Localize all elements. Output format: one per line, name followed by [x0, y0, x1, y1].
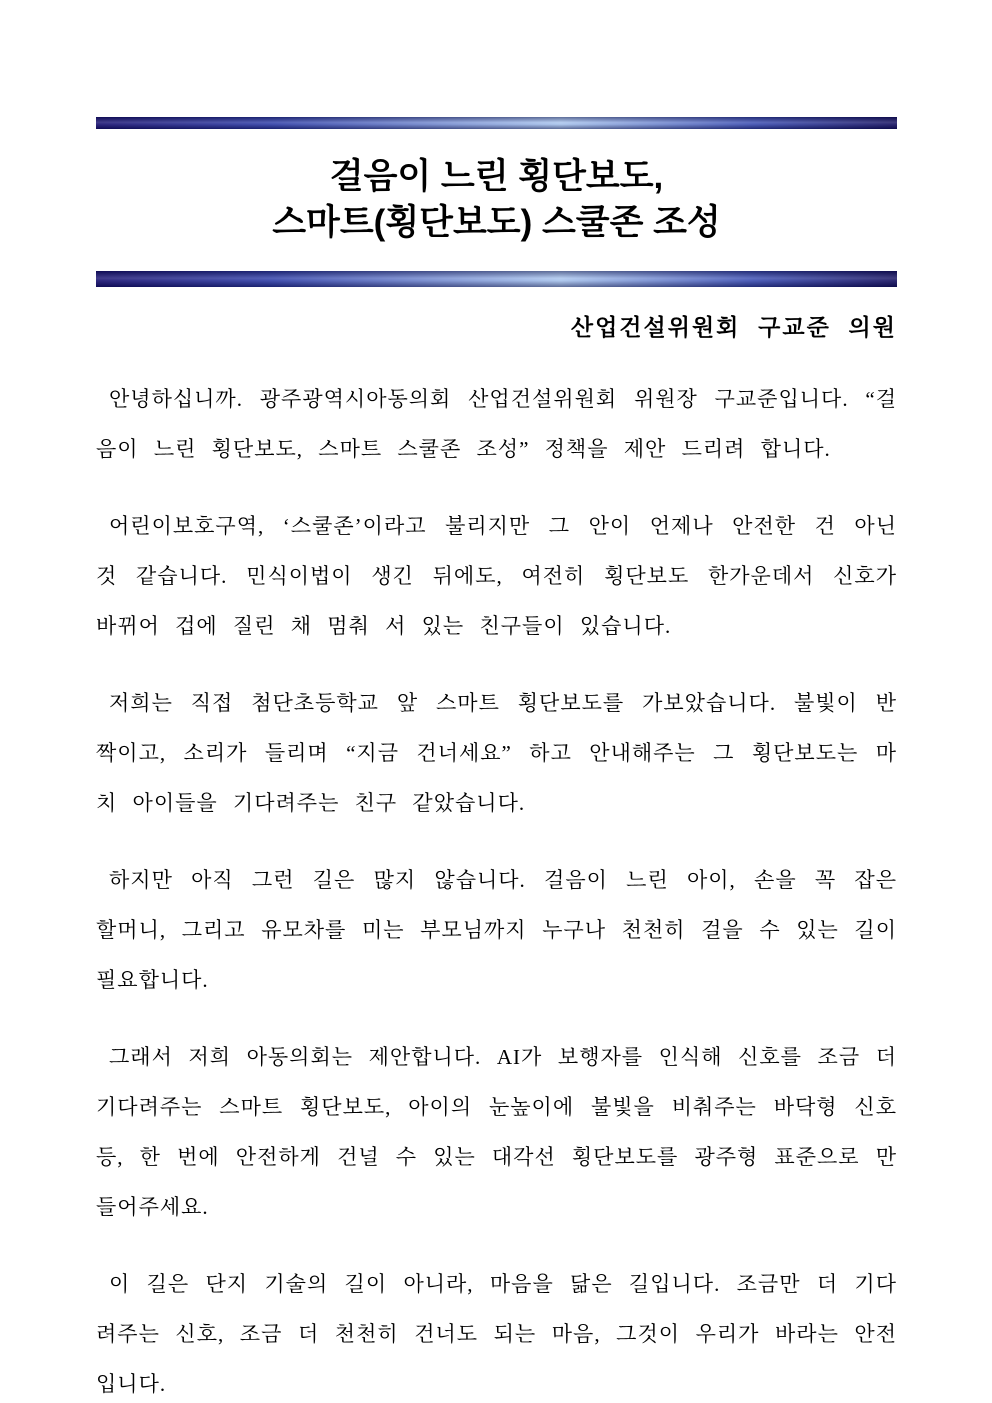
banner-top-bar — [96, 117, 897, 129]
document-content — [96, 0, 897, 1403]
paragraph-problem: 어린이보호구역, ‘스쿨존’이라고 불리지만 그 안이 언제나 안전한 건 아닌 것 같습니다. 민식이법이 생긴 뒤에도, 여전히 횡단보도 한가운데서 신호가 바뀌어 겁에 질린 채 멈춰 서 있는 친구들이 있습니다. — [96, 513, 897, 638]
author-byline: 산업건설위원회 구교준 의원 — [570, 314, 897, 340]
document-title-line2: 스마트(횡단보도) 스쿨존 조성 — [272, 203, 721, 243]
paragraph-visit: 저희는 직접 첨단초등학교 앞 스마트 횡단보도를 가보았습니다. 불빛이 반짝이고, 소리가 들리며 “지금 건너세요” 하고 안내해주는 그 횡단보도는 마치 아이들을 기다려주는 친구 같았습니다. — [96, 690, 897, 815]
paragraph-greeting: 안녕하십니까. 광주광역시아동의회 산업건설위원회 위원장 구교준입니다. “걸음이 느린 횡단보도, 스마트 스쿨존 조성” 정책을 제안 드리려 합니다. — [96, 386, 897, 461]
document-title-line1: 걸음이 느린 횡단보도, — [329, 157, 664, 197]
title-banner — [96, 117, 897, 287]
paragraph-need: 하지만 아직 그런 길은 많지 않습니다. 걸음이 느린 아이, 손을 꼭 잡은 할머니, 그리고 유모차를 미는 부모님까지 누구나 천천히 걸을 수 있는 길이 필요합니다. — [96, 867, 897, 992]
paragraph-proposal: 그래서 저희 아동의회는 제안합니다. AI가 보행자를 인식해 신호를 조금 더 기다려주는 스마트 횡단보도, 아이의 눈높이에 불빛을 비춰주는 바닥형 신호등, 한 번에 안전하게 건널 수 있는 대각선 횡단보도를 광주형 표준으로 만들어주세요. — [96, 1044, 897, 1219]
document-title — [96, 152, 897, 247]
banner-bottom-bar — [96, 271, 897, 287]
paragraph-closing: 이 길은 단지 기술의 길이 아니라, 마음을 닮은 길입니다. 조금만 더 기다려주는 신호, 조금 더 천천히 건너도 되는 마음, 그것이 우리가 바라는 안전입니다. — [96, 1271, 897, 1396]
document-body — [96, 374, 897, 1403]
